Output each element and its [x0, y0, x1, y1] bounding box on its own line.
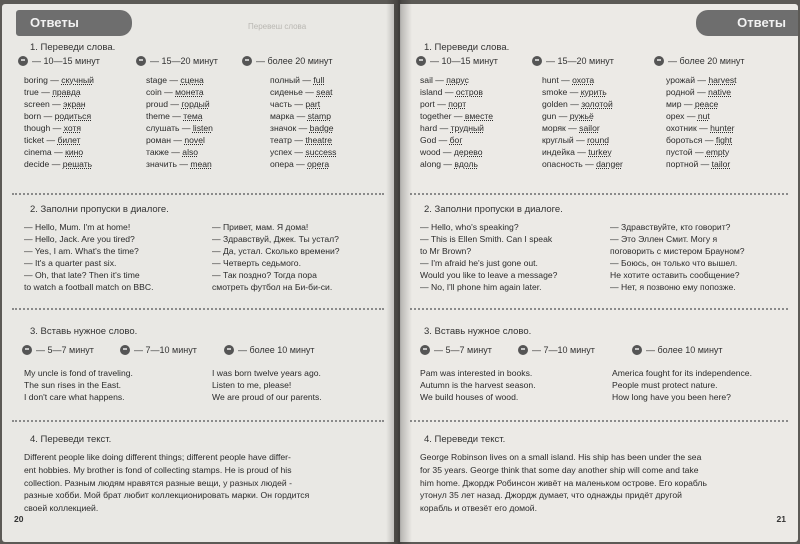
dialogue-line: — Так поздно? Тогда пора	[212, 270, 317, 280]
word-pair-row: круглый — round	[542, 135, 610, 145]
answer-word: парус	[446, 75, 469, 85]
dialogue-line: — Боюсь, он только что вышел.	[610, 258, 738, 268]
sentence: I don't care what happens.	[24, 392, 125, 402]
source-word: мир	[666, 99, 682, 109]
answer-word: empty	[705, 147, 730, 157]
sad-face-icon	[224, 345, 234, 355]
source-word: круглый	[542, 135, 574, 145]
dialogue-line: — This is Ellen Smith. Can I speak	[420, 234, 553, 244]
word-pair-row: мир — peace	[666, 99, 719, 109]
word-pair-row: port — порт	[420, 99, 467, 109]
page-number: 21	[776, 514, 786, 524]
source-word: smoke	[542, 87, 568, 97]
answers-header-tab: Ответы	[696, 10, 798, 36]
source-word: island	[420, 87, 443, 97]
page-number: 20	[14, 514, 24, 524]
dialogue-line: — I'm afraid he's just gone out.	[420, 258, 538, 268]
source-word: сиденье	[270, 87, 303, 97]
left-page	[2, 4, 394, 542]
section-1-title: 1. Переведи слова.	[424, 42, 510, 53]
smiley-icon	[416, 56, 426, 66]
sentence: Listen to me, please!	[212, 380, 292, 390]
source-word: слушать	[146, 123, 180, 133]
section-3-title: 3. Вставь нужное слово.	[424, 326, 532, 337]
answer-word: дерево	[453, 147, 483, 157]
source-word: моряк	[542, 123, 566, 133]
dialogue-russian	[610, 221, 745, 293]
source-word: screen	[24, 99, 50, 109]
source-word: урожай	[666, 75, 695, 85]
word-pair-row: также — also	[146, 147, 199, 157]
word-pair-row: опасность — danger	[542, 159, 623, 169]
word-pair-row: golden — золотой	[542, 99, 613, 109]
sentence: I was born twelve years ago.	[212, 368, 321, 378]
answer-word: nut	[697, 111, 710, 121]
source-word: gun	[542, 111, 557, 121]
source-word: decide	[24, 159, 50, 169]
neutral-face-icon	[136, 56, 146, 66]
word-pair-row: sail — парус	[420, 75, 469, 85]
source-word: though	[24, 123, 51, 133]
answer-word: вдоль	[454, 159, 478, 169]
sentence: Pam was interested in books.	[420, 368, 533, 378]
answer-word: решать	[62, 159, 93, 169]
text-line: George Robinson lives on a small island. His ship has been under the sea	[420, 452, 702, 462]
section-2-title: 2. Заполни пропуски в диалоге.	[30, 204, 169, 215]
timer-3: — более 20 минут	[654, 56, 745, 66]
word-pair-row: along — вдоль	[420, 159, 478, 169]
word-pair-row: значок — badge	[270, 123, 334, 133]
answer-word: ружьё	[569, 111, 594, 121]
sentence: How long have you been here?	[612, 392, 731, 402]
dialogue-line: — Нет, я позвоню ему попозже.	[610, 282, 736, 292]
dialogue-line: — It's a quarter past six.	[24, 258, 117, 268]
word-pair-row: слушать — listen	[146, 123, 213, 133]
timer-1: — 5—7 минут	[22, 345, 94, 355]
word-pair-row: марка — stamp	[270, 111, 331, 121]
translation-text	[24, 451, 309, 515]
answer-word: part	[305, 99, 321, 109]
neutral-face-icon	[532, 56, 542, 66]
word-pair-row: together — вместе	[420, 111, 493, 121]
word-column-3	[666, 74, 737, 170]
word-pair-row: родной — native	[666, 87, 732, 97]
word-pair-row: пустой — empty	[666, 147, 730, 157]
section-4-title: 4. Переведи текст.	[30, 434, 112, 445]
dialogue-english	[24, 221, 153, 293]
word-pair-row: hunt — охота	[542, 75, 595, 85]
text-line: ent hobbies. My brother is fond of collecting stamps. He is proud of his	[24, 464, 292, 475]
answer-word: turkey	[588, 147, 612, 157]
answer-word: тема	[183, 111, 203, 121]
timer-2: — 15—20 минут	[532, 56, 614, 66]
word-pair-row: gun — ружьё	[542, 111, 594, 121]
answer-word: охота	[572, 75, 595, 85]
word-column-2	[146, 74, 213, 170]
book-gutter-shadow	[386, 0, 412, 544]
section-divider	[12, 420, 384, 422]
source-word: театр	[270, 135, 292, 145]
word-pair-row: полный — full	[270, 75, 325, 85]
fill-in-column-2	[212, 366, 322, 402]
text-line: Different people like doing different things; different people have differ-	[24, 452, 291, 462]
text-line: своей коллекцией.	[24, 503, 99, 514]
word-pair-row: часть — part	[270, 99, 321, 109]
source-word: опасность	[542, 159, 583, 169]
answer-word: theatre	[305, 135, 333, 145]
sentence: America fought for its independence.	[612, 368, 752, 378]
source-word: true	[24, 87, 39, 97]
answer-word: порт	[448, 99, 467, 109]
source-word: значок	[270, 123, 297, 133]
answer-word: hunter	[710, 123, 735, 133]
answer-word: кино	[65, 147, 84, 157]
answer-word: tailor	[711, 159, 731, 169]
smiley-icon	[420, 345, 430, 355]
source-word: together	[420, 111, 452, 121]
answer-word: native	[708, 87, 732, 97]
dialogue-line: — No, I'll phone him again later.	[420, 282, 542, 292]
word-column-1	[24, 74, 94, 170]
word-pair-row: урожай — harvest	[666, 75, 737, 85]
timer-1: — 5—7 минут	[420, 345, 492, 355]
source-word: hunt	[542, 75, 559, 85]
dialogue-line: — Это Эллен Смит. Могу я	[610, 234, 718, 244]
word-pair-row: God — бог	[420, 135, 463, 145]
source-word: proud	[146, 99, 168, 109]
answer-word: stamp	[307, 111, 331, 121]
answer-word: fight	[715, 135, 733, 145]
section-1-title: 1. Переведи слова.	[30, 42, 116, 53]
text-line: collection. Разным людям нравятся разные вещи, у разных людей -	[24, 477, 292, 488]
word-pair-row: proud — гордый	[146, 99, 210, 109]
dialogue-line: to watch a football match on BBC.	[24, 282, 154, 292]
dialogue-line: поговорить с мистером Брауном?	[610, 246, 745, 256]
word-pair-row: boring — скучный	[24, 75, 94, 85]
answer-word: listen	[192, 123, 213, 133]
timer-2: — 7—10 минут	[120, 345, 197, 355]
source-word: пустой	[666, 147, 693, 157]
word-pair-row: hard — трудный	[420, 123, 484, 133]
answer-word: курить	[580, 87, 607, 97]
timer-3: — более 10 минут	[224, 345, 315, 355]
dialogue-line: — Здравствуйте, кто говорит?	[610, 222, 731, 232]
answer-word: монета	[175, 87, 204, 97]
dialogue-line: — Привет, мам. Я дома!	[212, 222, 309, 232]
source-word: God	[420, 135, 437, 145]
word-pair-row: born — родиться	[24, 111, 92, 121]
answer-word: остров	[455, 87, 483, 97]
answer-word: peace	[694, 99, 719, 109]
text-line: for 35 years. George think that some day another ship will come and take	[420, 464, 699, 475]
fill-in-column-1	[24, 366, 133, 402]
fill-in-column-2	[612, 366, 752, 402]
text-line: him home. Джордж Робинсон живёт на маленьком острове. Его корабль	[420, 477, 707, 488]
dialogue-russian	[212, 221, 340, 293]
word-pair-row: театр — theatre	[270, 135, 333, 145]
section-divider	[410, 193, 788, 195]
word-pair-row: успех — success	[270, 147, 337, 157]
answer-word: скучный	[61, 75, 94, 85]
sentence: My uncle is fond of traveling.	[24, 368, 133, 378]
sentence: People must protect nature.	[612, 380, 718, 390]
answer-word: правда	[52, 87, 81, 97]
source-word: port	[420, 99, 435, 109]
fill-in-column-1	[420, 366, 536, 402]
sentence: We are proud of our parents.	[212, 392, 322, 402]
section-4-title: 4. Переведи текст.	[424, 434, 506, 445]
answer-word: хотя	[63, 123, 82, 133]
text-line: утонул 35 лет назад. Джордж думает, что однажды придёт другой	[420, 490, 682, 501]
word-pair-row: значить — mean	[146, 159, 212, 169]
source-word: роман	[146, 135, 171, 145]
section-divider	[12, 308, 384, 310]
answer-word: бог	[449, 135, 463, 145]
source-word: успех	[270, 147, 293, 157]
sad-face-icon	[242, 56, 252, 66]
source-word: stage	[146, 75, 168, 85]
dialogue-english	[420, 221, 557, 293]
answer-word: родиться	[54, 111, 92, 121]
word-pair-row: though — хотя	[24, 123, 82, 133]
answer-word: badge	[309, 123, 334, 133]
answer-word: round	[587, 135, 610, 145]
section-divider	[410, 420, 788, 422]
source-word: golden	[542, 99, 568, 109]
right-page	[400, 4, 798, 542]
word-column-2	[542, 74, 623, 170]
answer-word: mean	[190, 159, 212, 169]
source-word: ticket	[24, 135, 45, 145]
source-word: орех	[666, 111, 685, 121]
dialogue-line: — Hello, Mum. I'm at home!	[24, 222, 131, 232]
word-pair-row: island — остров	[420, 87, 483, 97]
source-word: портной	[666, 159, 699, 169]
source-word: theme	[146, 111, 170, 121]
section-2-title: 2. Заполни пропуски в диалоге.	[424, 204, 563, 215]
answer-word: success	[305, 147, 337, 157]
timer-1: — 10—15 минут	[18, 56, 100, 66]
timer-3: — более 10 минут	[632, 345, 723, 355]
word-pair-row: ticket — билет	[24, 135, 81, 145]
source-word: coin	[146, 87, 162, 97]
source-word: hard	[420, 123, 438, 133]
text-line: корабль и отвезёт его домой.	[420, 503, 537, 514]
dialogue-line: смотреть футбол на Би-би-си.	[212, 282, 333, 292]
word-column-1	[420, 74, 493, 170]
answer-word: sailor	[579, 123, 600, 133]
sad-face-icon	[632, 345, 642, 355]
answer-word: золотой	[581, 99, 613, 109]
word-pair-row: роман — novel	[146, 135, 205, 145]
word-pair-row: орех — nut	[666, 111, 710, 121]
answer-word: сцена	[180, 75, 204, 85]
word-pair-row: опера — opera	[270, 159, 330, 169]
section-divider	[12, 193, 384, 195]
timer-3: — более 20 минут	[242, 56, 333, 66]
answer-word: novel	[184, 135, 205, 145]
source-word: бороться	[666, 135, 703, 145]
answer-word: also	[182, 147, 199, 157]
source-word: родной	[666, 87, 695, 97]
source-word: марка	[270, 111, 295, 121]
dialogue-line: Не хотите оставить сообщение?	[610, 270, 740, 280]
word-pair-row: stage — сцена	[146, 75, 204, 85]
word-pair-row: охотник — hunter	[666, 123, 735, 133]
word-pair-row: моряк — sailor	[542, 123, 600, 133]
timer-2: — 15—20 минут	[136, 56, 218, 66]
translation-text	[420, 451, 707, 515]
dialogue-line: — Yes, I am. What's the time?	[24, 246, 139, 256]
source-word: также	[146, 147, 169, 157]
source-word: охотник	[666, 123, 697, 133]
word-pair-row: бороться — fight	[666, 135, 733, 145]
dialogue-line: to Mr Brown?	[420, 246, 472, 256]
faint-running-text: Перевеш слова	[248, 22, 307, 31]
dialogue-line: — Oh, that late? Then it's time	[24, 270, 140, 280]
word-pair-row: true — правда	[24, 87, 81, 97]
word-column-3	[270, 74, 336, 170]
answer-word: seat	[316, 87, 333, 97]
section-divider	[410, 308, 788, 310]
answer-word: вместе	[464, 111, 493, 121]
source-word: часть	[270, 99, 292, 109]
answers-header-tab: Ответы	[16, 10, 132, 36]
source-word: индейка	[542, 147, 575, 157]
word-pair-row: theme — тема	[146, 111, 203, 121]
dialogue-line: — Да, устал. Сколько времени?	[212, 246, 340, 256]
answer-word: экран	[63, 99, 86, 109]
answer-word: трудный	[450, 123, 484, 133]
sentence: We build houses of wood.	[420, 392, 519, 402]
smiley-icon	[22, 345, 32, 355]
word-pair-row: wood — дерево	[420, 147, 483, 157]
source-word: значить	[146, 159, 177, 169]
timer-1: — 10—15 минут	[416, 56, 498, 66]
text-line: разные хобби. Мой брат любит коллекционировать марки. Он гордится	[24, 490, 310, 501]
word-pair-row: портной — tailor	[666, 159, 731, 169]
dialogue-line: — Здравствуй, Джек. Ты устал?	[212, 234, 339, 244]
dialogue-line: — Четверть седьмого.	[212, 258, 301, 268]
neutral-face-icon	[518, 345, 528, 355]
sentence: The sun rises in the East.	[24, 380, 121, 390]
source-word: опера	[270, 159, 294, 169]
word-pair-row: decide — решать	[24, 159, 93, 169]
dialogue-line: — Hello, Jack. Are you tired?	[24, 234, 135, 244]
answer-word: билет	[57, 135, 81, 145]
source-word: born	[24, 111, 42, 121]
source-word: полный	[270, 75, 300, 85]
sentence: Autumn is the harvest season.	[420, 380, 536, 390]
source-word: boring	[24, 75, 48, 85]
word-pair-row: индейка — turkey	[542, 147, 612, 157]
answer-word: opera	[307, 159, 330, 169]
answer-word: danger	[596, 159, 623, 169]
word-pair-row: screen — экран	[24, 99, 86, 109]
word-pair-row: smoke — курить	[542, 87, 607, 97]
source-word: sail	[420, 75, 433, 85]
neutral-face-icon	[120, 345, 130, 355]
section-3-title: 3. Вставь нужное слово.	[30, 326, 138, 337]
answer-word: гордый	[181, 99, 210, 109]
timer-2: — 7—10 минут	[518, 345, 595, 355]
source-word: wood	[420, 147, 441, 157]
word-pair-row: сиденье — seat	[270, 87, 333, 97]
word-pair-row: coin — монета	[146, 87, 204, 97]
source-word: cinema	[24, 147, 52, 157]
answer-word: harvest	[708, 75, 737, 85]
dialogue-line: Would you like to leave a message?	[420, 270, 558, 280]
smiley-icon	[18, 56, 28, 66]
word-pair-row: cinema — кино	[24, 147, 84, 157]
answer-word: full	[313, 75, 325, 85]
dialogue-line: — Hello, who's speaking?	[420, 222, 519, 232]
source-word: along	[420, 159, 442, 169]
sad-face-icon	[654, 56, 664, 66]
